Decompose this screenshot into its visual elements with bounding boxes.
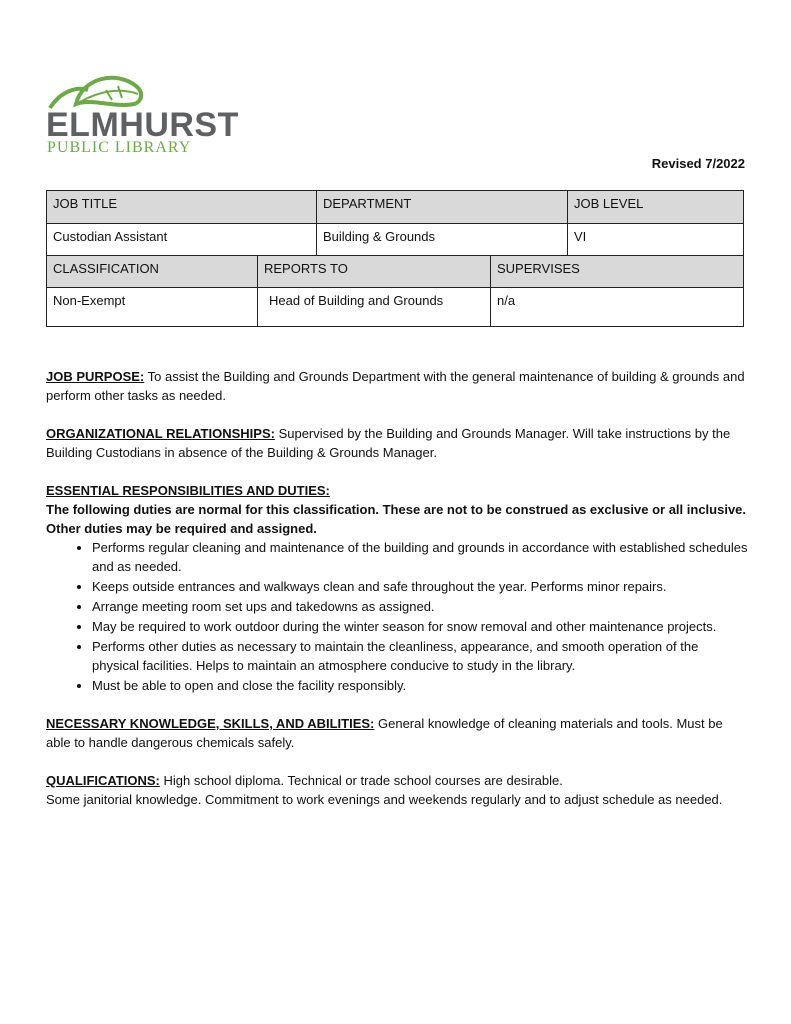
org-relationships-text: Supervised by the Building and Grounds Manager. Will take instructions by the Building Custodians in absence of the Building & Grounds Manager. [46,426,731,460]
library-logo [46,68,246,158]
knowledge-skills [46,714,748,752]
logo-subtitle: PUBLIC LIBRARY [47,139,192,156]
leaf-icon [46,68,156,110]
value-job-title: Custodian Assistant [47,224,317,255]
info-header-row [47,191,743,224]
value-department: Building & Grounds [317,224,568,255]
value-supervises: n/a [497,293,516,308]
logo-wordmark: ELMHURST [46,106,239,144]
header-supervises: SUPERVISES [497,261,580,276]
duty-item: • Arrange meeting room set ups and takedowns as assigned. [92,597,748,616]
duty-item: • Performs other duties as necessary to maintain the cleanliness, appearance, and smooth operation of the physical facilities. Helps to maintain an atmosphere conducive to study in the library. [92,637,748,675]
qualifications-label: QUALIFICATIONS: [46,773,160,788]
header-job-level: JOB LEVEL [574,196,644,211]
duty-item: • Keeps outside entrances and walkways clean and safe throughout the year. Performs minor repairs. [92,577,748,596]
duty-item: • Performs regular cleaning and maintenance of the building and grounds in accordance with established schedules and as needed. [92,538,748,576]
info-value-row-2 [47,288,743,326]
header-job-title: JOB TITLE [47,191,317,223]
qualifications-text: High school diploma. Technical or trade school courses are desirable. [159,773,563,788]
job-purpose [46,367,748,405]
info-header-row-2 [47,256,743,288]
duties-section [46,481,748,695]
knowledge-text: General knowledge of cleaning materials and tools. Must be able to handle dangerous chemicals safely. [46,716,723,750]
duties-intro: The following duties are normal for this classification. These are not to be construed as exclusive or all inclusive. Other duties may be required and assigned. [46,502,747,536]
header-reports-to: REPORTS TO [258,256,491,287]
revised-date: Revised 7/2022 [651,156,745,171]
header-department: DEPARTMENT [317,191,568,223]
job-info-table [46,190,744,327]
header-classification: CLASSIFICATION [47,256,258,287]
knowledge-label: NECESSARY KNOWLEDGE, SKILLS, AND ABILITIES: [46,716,375,731]
duties-label: ESSENTIAL RESPONSIBILITIES AND DUTIES: [46,483,330,498]
info-value-row [47,224,743,256]
duties-list [46,538,748,695]
qualifications [46,771,748,809]
duty-item: • Must be able to open and close the facility responsibly. [92,676,748,695]
value-reports-to: Head of Building and Grounds [258,288,491,326]
org-relationships-label: ORGANIZATIONAL RELATIONSHIPS: [46,426,275,441]
duty-item: • May be required to work outdoor during the winter season for snow removal and other maintenance projects. [92,617,748,636]
value-job-level: VI [574,229,587,244]
job-description-body [46,367,748,809]
job-purpose-text: To assist the Building and Grounds Department with the general maintenance of building & grounds and perform other tasks as needed. [46,369,745,403]
job-purpose-label: JOB PURPOSE: [46,369,145,384]
org-relationships [46,424,748,462]
value-classification: Non-Exempt [47,288,258,326]
qualifications-text-2: Some janitorial knowledge. Commitment to work evenings and weekends regularly and to adjust schedule as needed. [46,792,723,807]
